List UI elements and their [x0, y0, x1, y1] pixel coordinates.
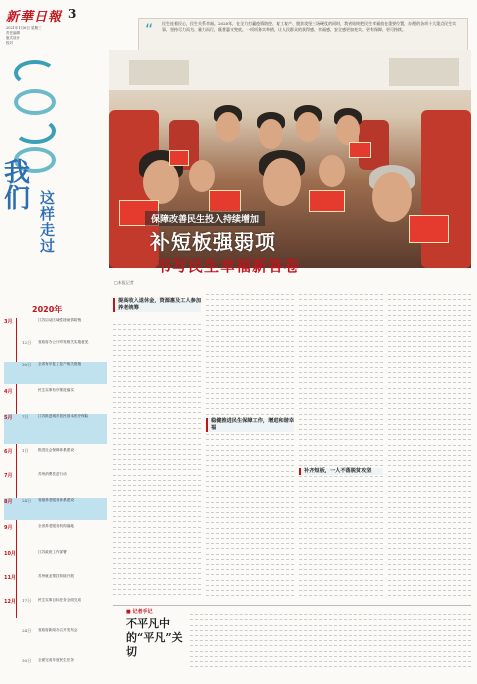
timeline-item: [4, 472, 107, 494]
article-column-3: [299, 290, 383, 602]
timeline-text: 省政府办公厅印发相关实施意见: [38, 340, 89, 344]
issue-meta: [6, 26, 106, 46]
meta-line: 校对: [6, 41, 13, 45]
reporter-note-body: [190, 610, 471, 668]
article-column-4: [388, 290, 471, 602]
timeline-item: [4, 388, 107, 410]
timeline-month: 11月: [4, 575, 16, 581]
timeline-day: 24日: [22, 498, 32, 503]
timeline-text: 江苏政府工作部署: [38, 550, 67, 554]
digit-0-graphic: [14, 89, 56, 115]
meta-line: 版式设计: [6, 36, 20, 40]
timeline-month: 9月: [4, 525, 13, 531]
timeline-text: 江苏启动区域性援助供给链: [38, 318, 82, 322]
timeline-month: 3月: [4, 319, 13, 325]
digit-2-graphic: [14, 60, 56, 86]
timeline-item: [4, 318, 107, 336]
timeline-item: [4, 340, 107, 358]
section-subhead: 稳健推进民生保障工作，增进和谐幸福: [206, 418, 294, 432]
timeline-day: 30日: [22, 362, 32, 367]
timeline-item: [4, 628, 107, 654]
timeline-month: 5月: [4, 415, 13, 421]
section-subhead: 补齐短板，一人不落脱贫攻坚: [299, 468, 383, 475]
timeline-text: 江苏推进城乡居民基本医疗保险: [38, 414, 89, 418]
slogan-side-text: 这样走过: [40, 189, 56, 255]
timeline-day: [22, 472, 38, 494]
meta-line: 2021年1月6日 星期三: [6, 26, 42, 30]
timeline-text: 省政府新闻办召开发布会: [38, 628, 78, 632]
timeline-month: 12月: [4, 599, 16, 605]
timeline-day: [22, 318, 38, 336]
timeline-text: 全省有序复工复产相关措施: [38, 362, 82, 366]
timeline-text: 民生实事目标任务全面完成: [38, 598, 82, 602]
timeline-text: 全面完成年度民生任务: [38, 658, 74, 662]
timeline-item: [4, 498, 107, 520]
article-column-1: [113, 320, 201, 602]
timeline-month: [4, 628, 22, 654]
timeline-day: 12日: [22, 340, 32, 345]
reporter-note-label: ■ 记者手记: [126, 609, 153, 615]
timeline-item: [4, 550, 107, 570]
section-divider: [113, 605, 471, 606]
meta-line: 责任编辑: [6, 31, 20, 35]
timeline-month: 4月: [4, 389, 13, 395]
timeline-month: [4, 658, 22, 684]
timeline-day: [22, 550, 38, 570]
timeline-day: [22, 388, 38, 410]
timeline-item: [4, 524, 107, 546]
timeline-item: [4, 362, 107, 384]
newspaper-masthead: 新華日報: [6, 10, 63, 25]
timeline-month: 8月: [4, 499, 13, 505]
page-number: 3: [68, 7, 77, 21]
section-slogan: [4, 158, 56, 255]
timeline-month: 6月: [4, 449, 13, 455]
timeline-year: 2020年: [32, 305, 63, 314]
reporter-note-title: 不平凡中的“平凡”关切: [126, 617, 183, 658]
digit-2-graphic: [14, 118, 56, 144]
timeline-text: 民生实事有序推进落实: [38, 388, 74, 392]
timeline-month: [4, 340, 22, 358]
main-headline: 补短板强弱项: [150, 230, 276, 254]
timeline-day: 17日: [22, 598, 32, 603]
timeline-month: [4, 362, 22, 384]
timeline-day: [22, 574, 38, 594]
section-subhead: 提高收入退休金，资源惠及工人参加养老统筹: [113, 298, 201, 312]
sub-headline: 书写民生幸福新答卷: [156, 257, 301, 275]
timeline-day: 1日: [22, 448, 29, 453]
timeline-text: 苏州消费扶贫行动: [38, 472, 67, 476]
timeline-item: [4, 448, 107, 468]
article-byline: □本报记者: [114, 280, 134, 285]
timeline-day: 30日: [22, 658, 32, 663]
timeline-text: 苏州就业帮扶持续开展: [38, 574, 74, 578]
timeline-day: [22, 524, 38, 546]
timeline-month: 7月: [4, 473, 13, 479]
timeline-text: 全省养老服务机构落地: [38, 524, 74, 528]
timeline-item: [4, 598, 107, 624]
timeline-text: 省级养老服务体系建设: [38, 498, 74, 502]
timeline-item: [4, 658, 107, 684]
timeline-item: [4, 414, 107, 444]
intro-quote-text: 民生连着民心，民生关系幸福。2020年，在全力打赢疫情防控、复工复产、脱贫攻坚三场硬仗的同时，我省始终把民生幸福放在重要位置，办理的各项十大重点民生实事，坚持尽力而为、量力而行，既普惠又兜底。一项项务实举措，让人民群众的获得感、幸福感、安全感更加充实、更有保障、更可持续。: [162, 21, 457, 32]
quote-mark-icon: “: [145, 20, 154, 39]
timeline-day: 7日: [22, 414, 29, 419]
photo-caption: 保障改善民生投入持续增加: [145, 211, 265, 226]
timeline: [4, 318, 107, 668]
slogan-char-wo: 我: [4, 158, 31, 188]
article-column-2: [206, 290, 294, 602]
timeline-text: 推进社会保障体系建设: [38, 448, 74, 452]
timeline-month: 10月: [4, 551, 16, 557]
slogan-char-men: 们: [4, 184, 31, 214]
timeline-item: [4, 574, 107, 594]
timeline-day: 24日: [22, 628, 32, 633]
